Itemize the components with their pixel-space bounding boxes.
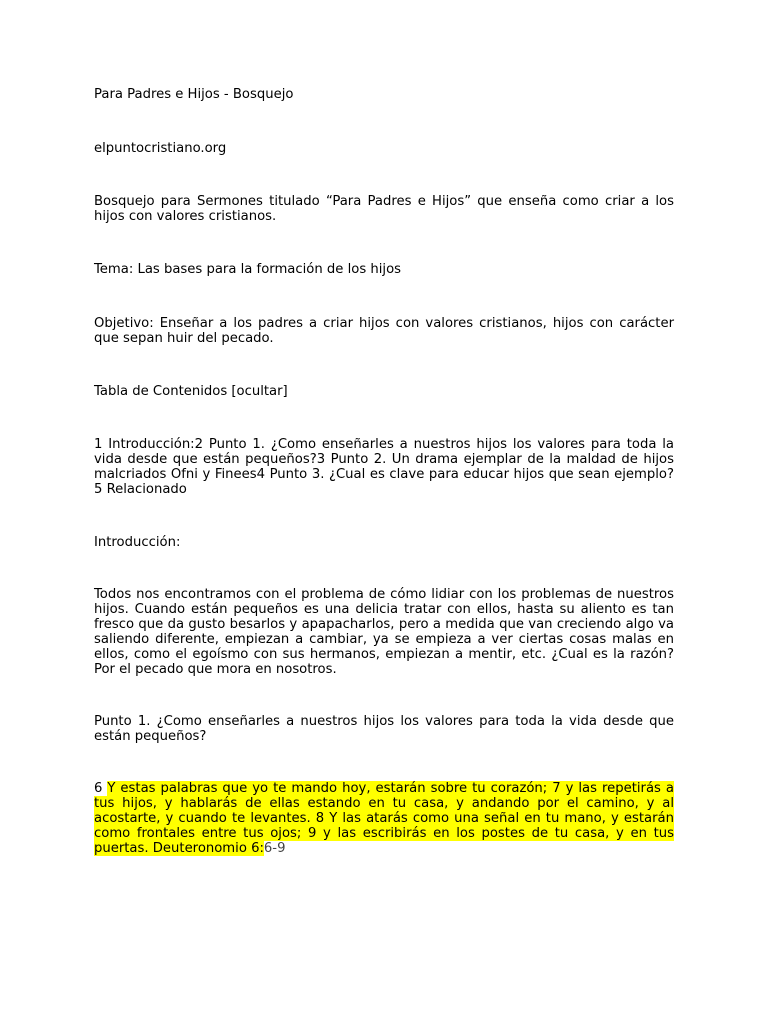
document-title: Para Padres e Hijos - Bosquejo [94,87,294,102]
verse-number: 6 [94,781,108,796]
toc-items: 1 Introducción:2 Punto 1. ¿Como enseñarles a nuestros hijos los valores para toda la vida desde que están pequeños?3 Punto 2. Un drama ejemplar de la maldad de hijos malcriados Ofni y Finees4 Punto 3. ¿Cual es clave para educar hijos que sean ejemplo?5 Relacionado [94,437,674,497]
toc-heading: Tabla de Contenidos [ocultar] [94,384,288,399]
tema-line: Tema: Las bases para la formación de los hijos [94,262,402,277]
site-name: elpuntocristiano.org [94,141,227,156]
verse-reference-tail: 6-9 [263,841,286,856]
highlighted-verse: Y estas palabras que yo te mando hoy, estarán sobre tu corazón; 7 y las repetirás a tus hijos, y hablarás de ellas estando en tu casa, y andando por el camino, y al acostarte, y cuando te levantes. 8 Y las atarás como una señal en tu mano, y estarán como frontales entre tus ojos; 9 y las escribirás en los postes de tu casa, y en tus puertas. Deuteronomio 6: [94,781,674,856]
punto1-heading: Punto 1. ¿Como enseñarles a nuestros hijos los valores para toda la vida desde que están pequeños? [94,714,674,744]
introduccion-heading: Introducción: [94,535,181,550]
intro-paragraph: Bosquejo para Sermones titulado “Para Padres e Hijos” que enseña como criar a los hijos con valores cristianos. [94,194,674,224]
body-paragraph: Todos nos encontramos con el problema de cómo lidiar con los problemas de nuestros hijos. Cuando están pequeños es una delicia tratar con ellos, hasta su aliento es tan fresco que da gusto besarlos y apapacharlos, pero a medida que van creciendo algo va saliendo diferente, empiezan a cambiar, ya se empieza a ver ciertas cosas malas en ellos, como el egoísmo con sus hermanos, empiezan a mentir, etc. ¿Cual es la razón? Por el pecado que mora en nosotros. [94,587,674,677]
objetivo-paragraph: Objetivo: Enseñar a los padres a criar hijos con valores cristianos, hijos con carácter que sepan huir del pecado. [94,316,674,346]
scripture-quote [94,781,674,856]
